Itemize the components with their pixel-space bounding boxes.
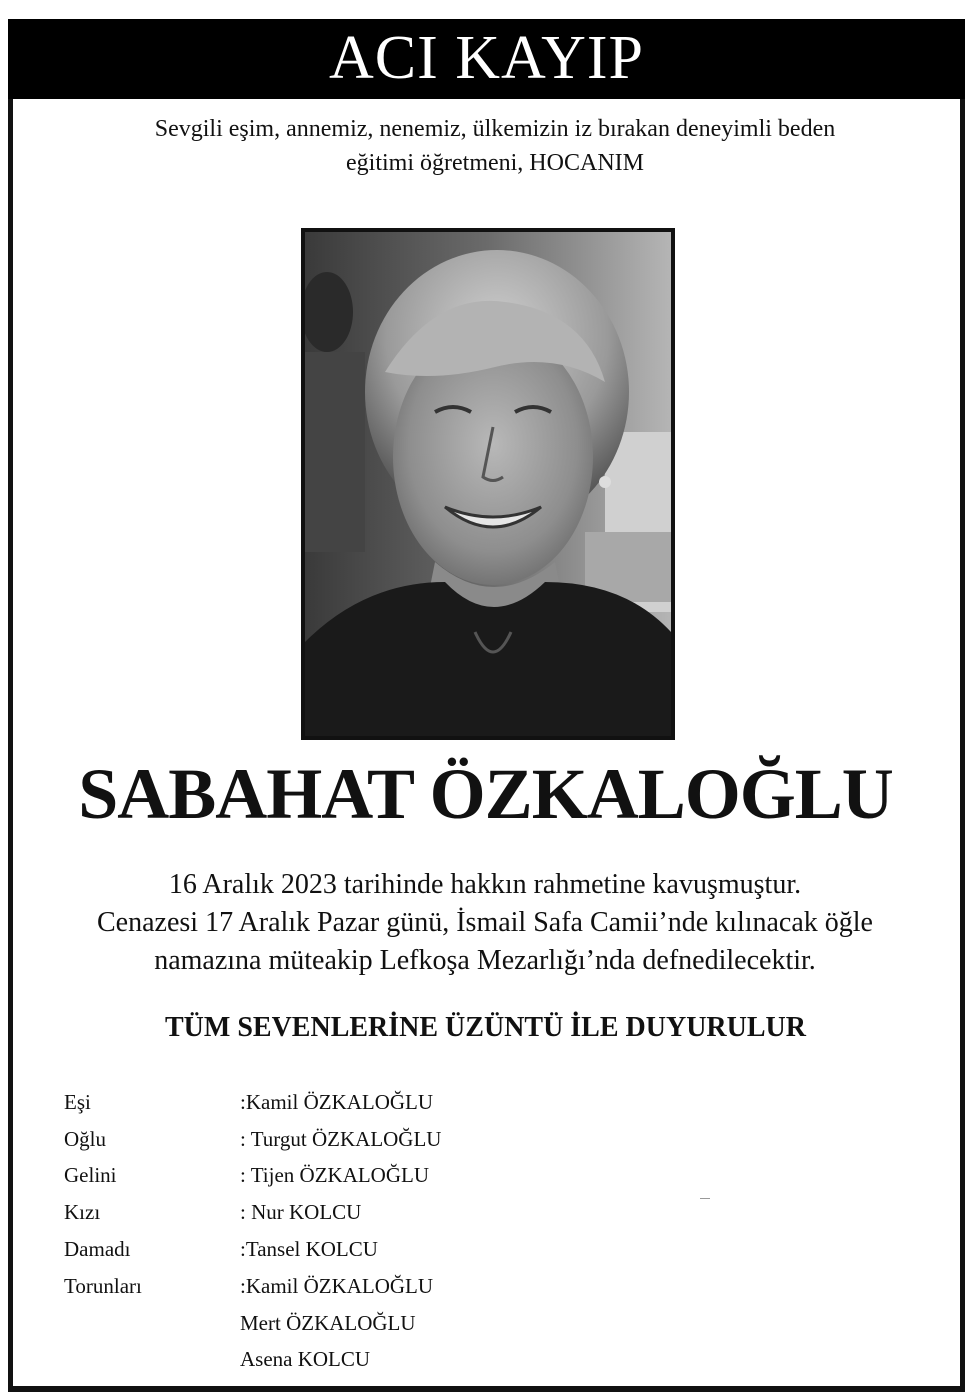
- relative-label: Gelini: [64, 1163, 117, 1188]
- relative-name: : Turgut ÖZKALOĞLU: [240, 1126, 442, 1151]
- relative-row: [64, 1121, 441, 1158]
- relative-name: :Tansel KOLCU: [240, 1237, 378, 1262]
- relative-name: :Kamil ÖZKALOĞLU: [240, 1089, 434, 1114]
- relative-row: [64, 1194, 441, 1231]
- relative-name: Mert ÖZKALOĞLU: [240, 1310, 416, 1335]
- relative-row: [64, 1268, 441, 1305]
- announcement: TÜM SEVENLERİNE ÜZÜNTÜ İLE DUYURULUR: [165, 1012, 806, 1043]
- relative-row: [64, 1084, 441, 1121]
- deceased-name: SABAHAT ÖZKALOĞLU: [78, 754, 893, 834]
- stray-mark: [700, 1198, 710, 1199]
- relative-label: Damadı: [64, 1237, 131, 1262]
- header-title: ACI KAYIP: [328, 24, 645, 92]
- header-bar: [8, 19, 965, 99]
- relative-label: Oğlu: [64, 1126, 106, 1151]
- relative-row: [64, 1342, 441, 1379]
- details-line-2: Cenazesi 17 Aralık Pazar günü, İsmail Safa Camii’nde kılınacak öğle: [97, 907, 873, 938]
- funeral-details: [30, 866, 940, 980]
- relative-label: Eşi: [64, 1089, 91, 1114]
- relative-name: Asena KOLCU: [240, 1347, 371, 1372]
- relative-name: : Nur KOLCU: [240, 1200, 362, 1225]
- details-line-3: namazına müteakip Lefkoşa Mezarlığı’nda defnedilecektir.: [154, 945, 816, 976]
- relative-label: Torunları: [64, 1273, 142, 1298]
- portrait-photo: [301, 228, 675, 740]
- relative-row: [64, 1305, 441, 1342]
- portrait-illustration: [305, 232, 671, 736]
- relatives-list: [64, 1084, 441, 1378]
- relative-name: : Tijen ÖZKALOĞLU: [240, 1163, 430, 1188]
- details-line-1: 16 Aralık 2023 tarihinde hakkın rahmetine kavuşmuştur.: [168, 869, 802, 900]
- relative-name: :Kamil ÖZKALOĞLU: [240, 1273, 434, 1298]
- relative-row: [64, 1158, 441, 1195]
- intro-text: [60, 112, 930, 180]
- relative-label: Kızı: [64, 1200, 101, 1225]
- intro-line-2: eğitimi öğretmeni, HOCANIM: [346, 150, 644, 176]
- intro-line-1: Sevgili eşim, annemiz, nenemiz, ülkemizin iz bırakan deneyimli beden: [154, 116, 836, 142]
- relative-row: [64, 1231, 441, 1268]
